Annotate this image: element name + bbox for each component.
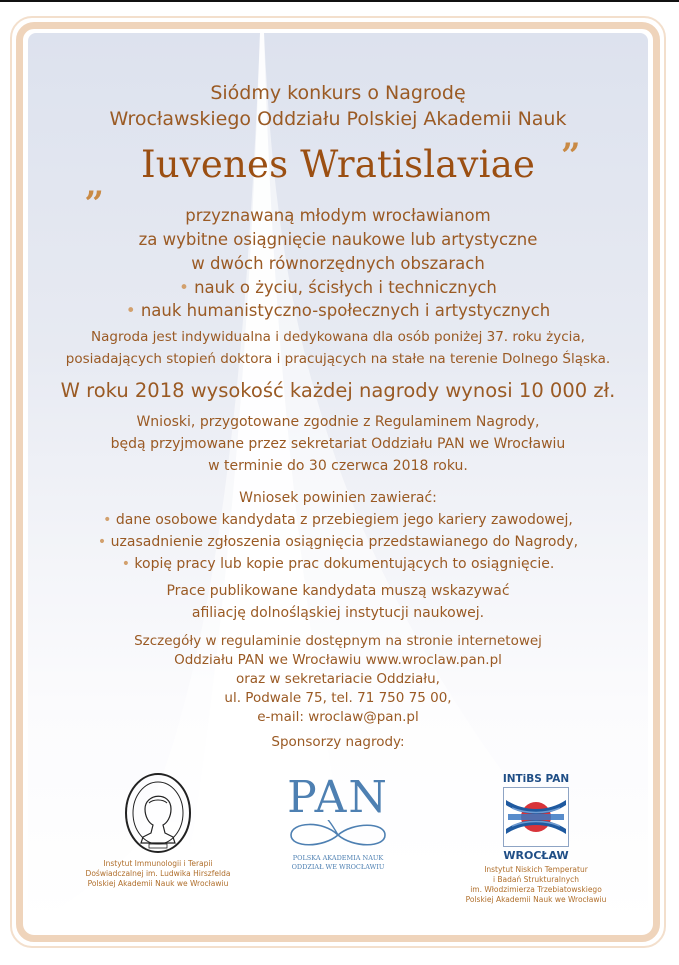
requirement-item-1-label: dane osobowe kandydata z przebiegiem jego kariery zawodowej, (115, 512, 573, 528)
intibs-sphere-icon (504, 788, 568, 846)
area-item-1 (28, 278, 648, 297)
pan-caption-2: ODDZIAŁ WE WROCŁAWIU (291, 863, 385, 871)
eligibility-line-2: posiadających stopień doktora i pracujących na stałe na terenie Dolnego Śląska. (65, 351, 611, 367)
sponsor-intibs-caption-4: Polskiej Akademii Nauk we Wrocławiu (465, 895, 607, 904)
sponsor-intibs-caption-1: Instytut Niskich Temperatur (484, 865, 588, 874)
top-border-line (0, 0, 679, 2)
intro-line-3: w dwóch równorzędnych obszarach (191, 254, 485, 273)
details-line-1: Szczegóły w regulaminie dostępnym na stronie internetowej (134, 633, 542, 649)
sponsor-intibs (436, 773, 636, 905)
requirement-item-3-label: kopię pracy lub kopie prac dokumentujących to osiągnięcie. (134, 556, 555, 572)
requirement-item-3 (28, 556, 648, 572)
intibs-logo-box (503, 787, 569, 847)
requirement-item-1 (28, 512, 648, 528)
intibs-logo-title: INTiBS PAN (502, 773, 570, 785)
requirements-heading: Wniosek powinien zawierać: (239, 490, 437, 506)
details-line-5: e-mail: wroclaw@pan.pl (257, 709, 419, 725)
infinity-swirl-icon (283, 820, 393, 850)
pan-caption-1: POLSKA AKADEMIA NAUK (292, 854, 384, 862)
details-line-2: Oddziału PAN we Wrocławiu www.wroclaw.pan.pl (174, 652, 502, 668)
sponsor-pan (268, 772, 408, 872)
sponsor-iitd-caption-3: Polskiej Akademii Nauk we Wrocławiu (87, 879, 229, 888)
sponsors-heading: Sponsorzy nagrody: (271, 734, 405, 750)
bullet-icon: • (179, 278, 189, 297)
prize-amount: W roku 2018 wysokość każdej nagrody wynosi 10 000 zł. (60, 379, 616, 402)
open-quote-icon: „ (85, 165, 105, 205)
sponsor-iitd-caption-2: Doświadczalnej im. Ludwika Hirszfelda (85, 869, 231, 878)
bullet-icon: • (121, 556, 130, 572)
applications-line-2: będą przyjmowane przez sekretariat Oddziału PAN we Wrocławiu (110, 436, 566, 452)
requirement-item-2-label: uzasadnienie zgłoszenia osiągnięcia przedstawianego do Nagrody, (110, 534, 579, 550)
applications-line-1: Wnioski, przygotowane zgodnie z Regulaminem Nagrody, (136, 414, 540, 430)
bullet-icon: • (97, 534, 107, 550)
subtitle-line-2: Wrocławskiego Oddziału Polskiej Akademii Nauk (109, 108, 567, 130)
intibs-logo-city: WROCŁAW (503, 849, 569, 862)
area-item-2-label: nauk humanistyczno-społecznych i artystycznych (140, 301, 551, 320)
close-quote-icon: ” (561, 136, 581, 176)
details-line-3: oraz w sekretariacie Oddziału, (236, 671, 440, 687)
applications-line-3: w terminie do 30 czerwca 2018 roku. (208, 458, 468, 474)
eligibility-line-1: Nagroda jest indywidualna i dedykowana dla osób poniżej 37. roku życia, (91, 329, 585, 345)
intro-line-1: przyznawaną młodym wrocławianom (185, 206, 491, 225)
details-line-4: ul. Podwale 75, tel. 71 750 75 00, (224, 690, 452, 706)
intro-line-2: za wybitne osiągnięcie naukowe lub artystyczne (138, 230, 538, 249)
sponsor-iitd-caption-1: Instytut Immunologii i Terapii (103, 859, 213, 868)
award-title: Iuvenes Wratislaviae (140, 143, 536, 186)
subtitle-line-1: Siódmy konkurs o Nagrodę (210, 82, 466, 104)
sponsor-iitd (68, 771, 248, 889)
pan-logo-word: PAN (287, 772, 389, 823)
sponsor-intibs-caption-2: i Badań Strukturalnych (492, 875, 580, 884)
bullet-icon: • (103, 512, 112, 528)
publications-line-1: Prace publikowane kandydata muszą wskazywać (166, 583, 510, 599)
area-item-1-label: nauk o życiu, ścisłych i technicznych (194, 278, 497, 297)
requirement-item-2 (28, 534, 648, 550)
publications-line-2: afiliację dolnośląskiej instytucji naukowej. (191, 605, 485, 621)
bullet-icon: • (125, 301, 136, 320)
portrait-seal-icon (123, 771, 193, 855)
area-item-2 (28, 301, 648, 320)
sponsor-intibs-caption-3: im. Włodzimierza Trzebiatowskiego (470, 885, 602, 894)
